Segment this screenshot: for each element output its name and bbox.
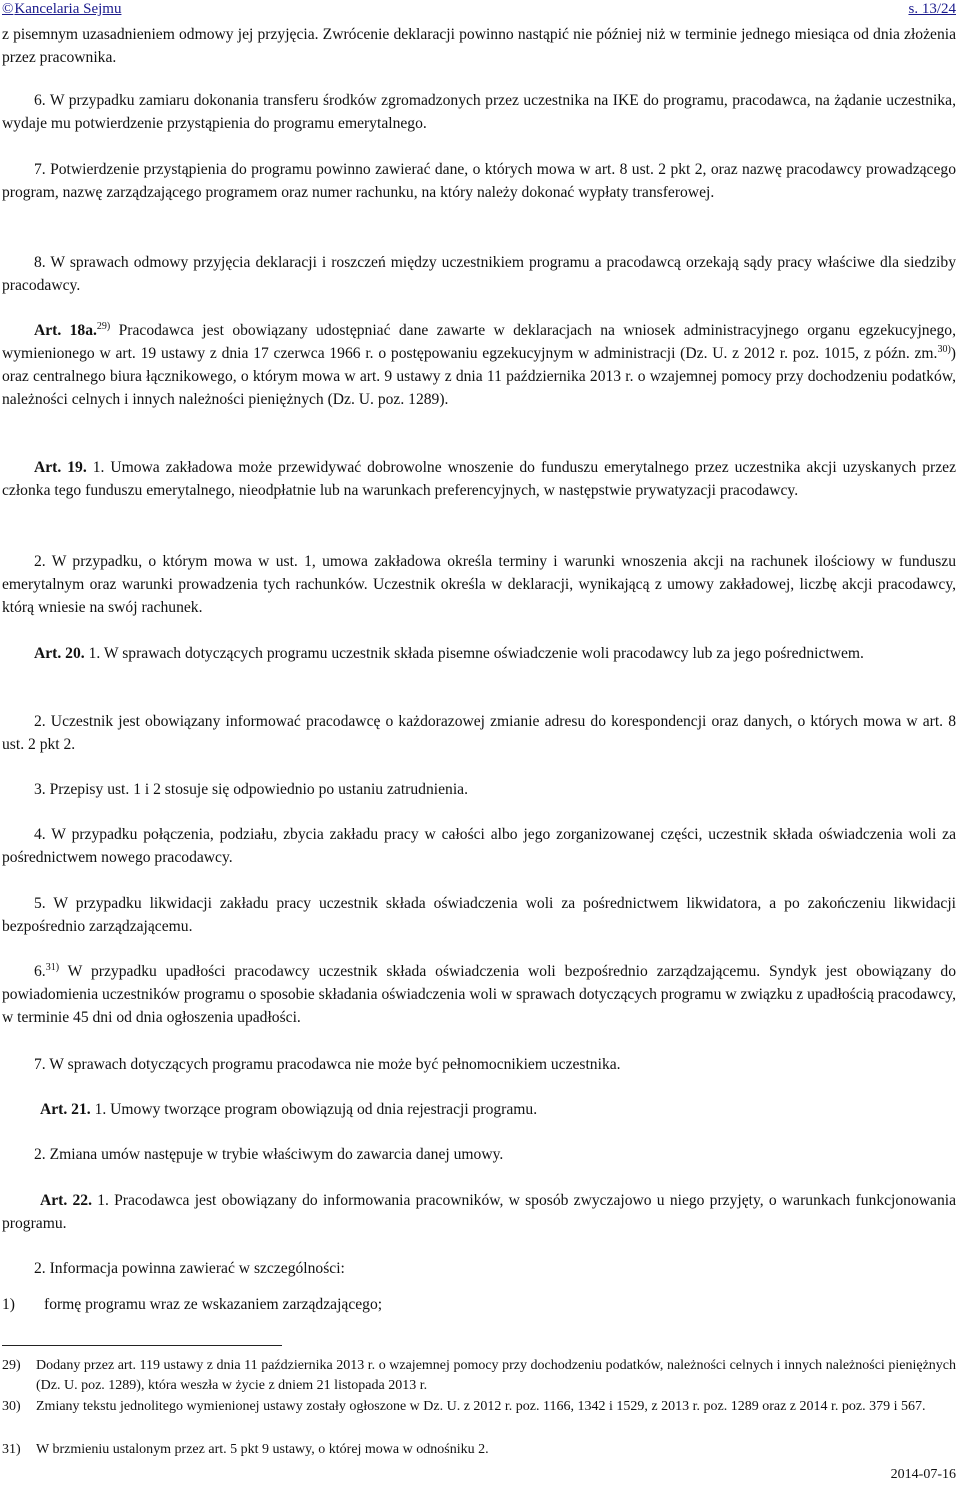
page-number[interactable]: s. 13/24 bbox=[908, 1, 956, 17]
article-text: Pracodawca jest obowiązany udostępniać dane zawarte w deklaracjach na wniosek administracyjnego organu egzekucyjnego, wymienionego w art. 19 ustawy z dnia 17 czerwca 1966 r. o postępowaniu egzekucyjnym w administracji (Dz. U. z 2012 r. poz. 1015, z późn. zm. bbox=[2, 322, 956, 362]
article-text: 1. Umowa zakładowa może przewidywać dobrowolne wnoszenie do funduszu emerytalnego przez uczestnika akcji uzyskanych przez członka tego funduszu emerytalnego, nieodpłatnie lub na warunkach preferencyjnych, w następstwie prywatyzacji pracodawcy. bbox=[2, 459, 956, 499]
article-19-par-2: 2. W przypadku, o którym mowa w ust. 1, umowa zakładowa określa terminy i warunki wnoszenia akcji na rachunek ilościowy w funduszu emerytalnym oraz warunki prowadzenia tych rachunków. Uczestnik określa w deklaracji, wynikającą z umowy zakładowej, liczbę akcji pracodawcy, którą wniesie na swój rachunek. bbox=[2, 553, 956, 616]
source-link[interactable]: Kancelaria Sejmu bbox=[14, 1, 122, 17]
article-text: 1. W sprawach dotyczących programu uczestnik składa pisemne oświadczenie woli pracodawcy lub za jego pośrednictwem. bbox=[84, 645, 864, 662]
footnote bbox=[2, 1440, 956, 1460]
footnote-separator bbox=[2, 1345, 282, 1346]
article-21-par-2: 2. Zmiana umów następuje w trybie właściwym do zawarcia danej umowy. bbox=[34, 1146, 504, 1163]
document-date: 2014-07-16 bbox=[890, 1467, 956, 1482]
source-link-group[interactable] bbox=[2, 0, 121, 18]
paragraph-6: 6. W przypadku zamiaru dokonania transferu środków zgromadzonych przez uczestnika na IKE do programu, pracodawca, na żądanie uczestnika, wydaje mu potwierdzenie przystąpienia do programu emerytalnego. bbox=[2, 92, 956, 132]
footnote-number: 30) bbox=[2, 1399, 21, 1414]
footnote-ref: 31) bbox=[45, 962, 60, 973]
footnote-ref: 30) bbox=[937, 344, 951, 355]
article-label: Art. 20. bbox=[34, 645, 85, 662]
article-label: Art. 22. bbox=[40, 1192, 92, 1209]
paragraph-number: 6. bbox=[34, 963, 46, 980]
article-20-par-4: 4. W przypadku połączenia, podziału, zbycia zakładu pracy w całości albo jego zorganizowanej części, uczestnik składa oświadczenia woli za pośrednictwem nowego pracodawcy. bbox=[2, 826, 956, 866]
article-label: Art. 19. bbox=[34, 459, 87, 476]
article-19-par-1 bbox=[2, 456, 956, 502]
article-21-par-1 bbox=[2, 1098, 956, 1121]
article-20-par-2: 2. Uczestnik jest obowiązany informować pracodawcę o każdorazowej zmianie adresu do korespondencji oraz danych, o których mowa w art. 8 ust. 2 pkt 2. bbox=[2, 713, 956, 753]
list-item-text: formę programu wraz ze wskazaniem zarządzającego; bbox=[44, 1296, 383, 1313]
article-text: W przypadku upadłości pracodawcy uczestnik składa oświadczenia woli bezpośrednio zarządzającemu. Syndyk jest obowiązany do powiadomienia uczestników programu o sposobie składania oświadczenia woli w sprawach dotyczących programu w związku z upadłością pracodawcy, w terminie 45 dni od dnia ogłoszenia upadłości. bbox=[2, 963, 956, 1026]
article-18a bbox=[2, 319, 956, 411]
article-text: ) oraz centralnego biura łącznikowego, o którym mowa w art. 9 ustawy z dnia 11 października 2013 r. o wzajemnej pomocy przy dochodzeniu podatków, należności celnych i innych należności pieniężnych (Dz. U. poz. 1289). bbox=[2, 345, 956, 408]
article-20-par-3: 3. Przepisy ust. 1 i 2 stosuje się odpowiednio po ustaniu zatrudnienia. bbox=[34, 781, 468, 798]
paragraph-7: 7. Potwierdzenie przystąpienia do programu powinno zawierać dane, o których mowa w art. 8 ust. 2 pkt 2, oraz nazwę pracodawcy prowadzącego program, nazwę zarządzającego programem oraz numer rachunku, na który należy dokonać wypłaty transferowej. bbox=[2, 161, 956, 201]
article-text: 1. Umowy tworzące program obowiązują od dnia rejestracji programu. bbox=[90, 1101, 538, 1118]
article-20-par-5: 5. W przypadku likwidacji zakładu pracy uczestnik składa oświadczenia woli za pośrednictwem likwidatora, a po zakończeniu likwidacji bezpośrednio zarządzającemu. bbox=[2, 895, 956, 935]
footnote bbox=[2, 1397, 956, 1417]
footnote-text: Zmiany tekstu jednolitego wymienionej ustawy zostały ogłoszone w Dz. U. z 2012 r. poz. 1166, 1342 i 1529, z 2013 r. poz. 1289 oraz z 2014 r. poz. 379 i 567. bbox=[36, 1399, 926, 1414]
paragraph-8: 8. W sprawach odmowy przyjęcia deklaracji i roszczeń między uczestnikiem programu a pracodawcą orzekają sądy pracy właściwe dla siedziby pracodawcy. bbox=[2, 254, 956, 294]
article-label: Art. 21. bbox=[40, 1101, 91, 1118]
article-20-par-6 bbox=[2, 960, 956, 1029]
footnote-number: 29) bbox=[2, 1358, 21, 1373]
copyright-icon: © bbox=[2, 1, 14, 17]
footnote bbox=[2, 1356, 956, 1396]
article-22-par-1 bbox=[2, 1189, 956, 1235]
footnote-number: 31) bbox=[2, 1442, 21, 1457]
article-text: 1. Pracodawca jest obowiązany do informowania pracowników, w sposób zwyczajowo u niego przyjęty, o warunkach funkcjonowania programu. bbox=[2, 1192, 956, 1232]
page-header bbox=[2, 0, 956, 18]
list-item-number: 1) bbox=[2, 1296, 15, 1313]
list-item bbox=[2, 1293, 956, 1316]
footnote-text: Dodany przez art. 119 ustawy z dnia 11 października 2013 r. o wzajemnej pomocy przy dochodzeniu podatków, należności celnych i innych należności pieniężnych (Dz. U. poz. 1289), która weszła w życie z dniem 21 listopada 2013 r. bbox=[36, 1358, 956, 1393]
article-20-par-1 bbox=[2, 642, 956, 665]
article-22-par-2: 2. Informacja powinna zawierać w szczególności: bbox=[34, 1260, 345, 1277]
article-20-par-7: 7. W sprawach dotyczących programu pracodawca nie może być pełnomocnikiem uczestnika. bbox=[34, 1056, 621, 1073]
footnote-ref: 29) bbox=[96, 321, 111, 332]
article-label: Art. 18a. bbox=[34, 322, 97, 339]
paragraph-continuation: z pisemnym uzasadnieniem odmowy jej przyjęcia. Zwrócenie deklaracji powinno nastąpić nie później niż w terminie jednego miesiąca od dnia złożenia przez pracownika. bbox=[2, 26, 956, 66]
footnote-text: W brzmieniu ustalonym przez art. 5 pkt 9 ustawy, o której mowa w odnośniku 2. bbox=[36, 1442, 489, 1457]
